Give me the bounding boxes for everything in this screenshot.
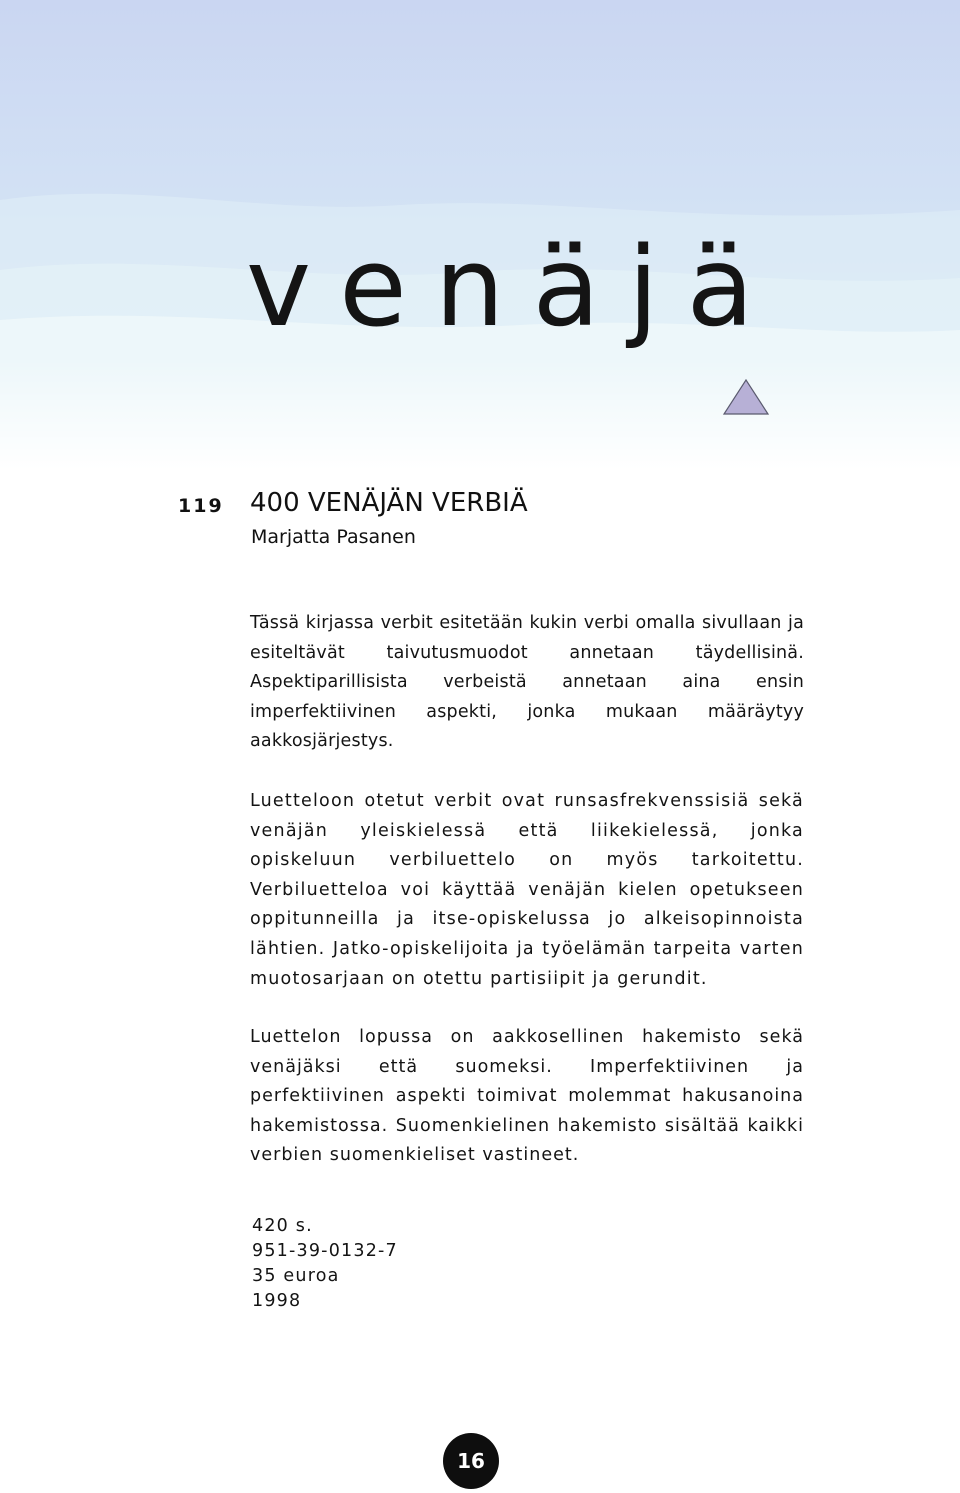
section-title: venäjä	[246, 223, 782, 351]
triangle-icon	[722, 378, 770, 416]
book-details	[252, 1214, 398, 1314]
isbn: 951-39-0132-7	[252, 1241, 398, 1261]
description-paragraph: Luettelon lopussa on aakkosellinen hakemisto sekä venäjäksi että suomeksi. Imperfektiivinen ja perfektiivinen aspekti toimivat molemmat hakusanoina hakemistossa. Suomenkielinen hakemisto sisältää kaikki verbien suomenkieliset vastineet.	[250, 1027, 804, 1166]
book-author: Marjatta Pasanen	[251, 526, 416, 548]
book-number: 119	[178, 495, 224, 517]
page-count: 420 s.	[252, 1216, 313, 1236]
publication-year: 1998	[252, 1291, 302, 1311]
description-paragraph: Luetteloon otetut verbit ovat runsasfrekvenssisiä sekä venäjän yleiskielessä että liikekielessä, jonka opiskeluun verbiluettelo on myös tarkoitettu. Verbiluetteloa voi käyttää venäjän kielen opetukseen oppitunneilla ja itse-opiskelussa jo alkeisopinnoista lähtien. Jatko-opiskelijoita ja työelämän tarpeita varten muotosarjaan on otettu partisiipit ja gerundit.	[250, 791, 804, 989]
price: 35 euroa	[252, 1266, 340, 1286]
page-number-badge: 16	[443, 1433, 499, 1489]
book-title: 400 VENÄJÄN VERBIÄ	[250, 488, 528, 518]
description-paragraph: Tässä kirjassa verbit esitetään kukin verbi omalla sivullaan ja esiteltävät taivutusmuodot annetaan täydellisinä. Aspektiparillisista verbeistä annetaan aina ensin imperfektiivinen aspekti, jonka mukaan määräytyy aakkosjärjestys.	[250, 613, 804, 752]
